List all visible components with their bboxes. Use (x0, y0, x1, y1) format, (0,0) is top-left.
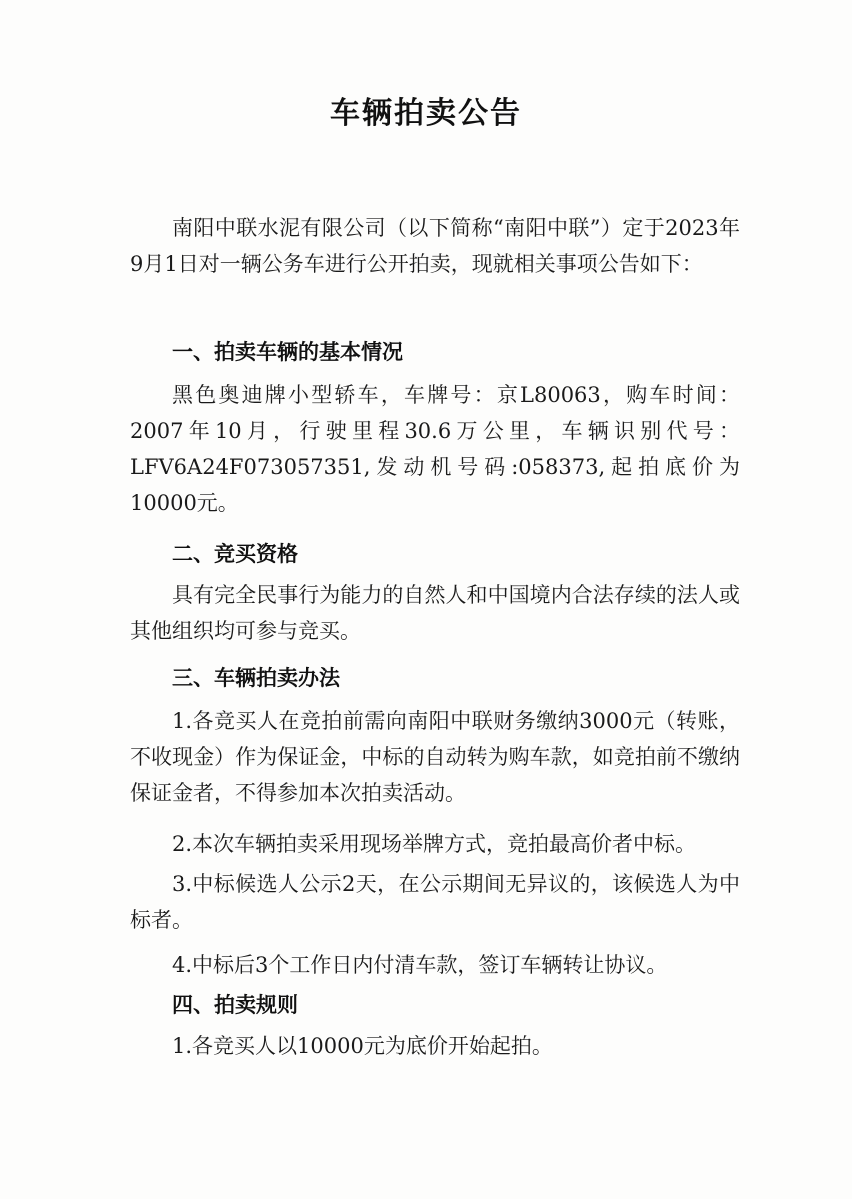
document-title: 车辆拍卖公告 (330, 96, 522, 131)
section-4-heading: 四、拍卖规则 (172, 993, 298, 1017)
intro-paragraph: 南阳中联水泥有限公司（以下简称“南阳中联”）定于2023年9月1日对一辆公务车进行公开拍卖，现就相关事项公告如下： (130, 216, 740, 276)
section-1-heading: 一、拍卖车辆的基本情况 (172, 340, 403, 364)
section-3-item-3: 3.中标候选人公示2天，在公示期间无异议的，该候选人为中标者。 (130, 872, 740, 932)
section-3-item-2: 2.本次车辆拍卖采用现场举牌方式，竞拍最高价者中标。 (172, 832, 697, 856)
section-3-item-4: 4.中标后3个工作日内付清车款，签订车辆转让协议。 (172, 953, 668, 977)
section-2-text: 具有完全民事行为能力的自然人和中国境内合法存续的法人或其他组织均可参与竞买。 (130, 583, 740, 643)
section-3-heading: 三、车辆拍卖办法 (172, 666, 340, 690)
section-2-heading: 二、竞买资格 (172, 542, 298, 566)
section-4-item-1: 1.各竞买人以10000元为底价开始起拍。 (172, 1034, 553, 1058)
section-1-text: 黑色奥迪牌小型轿车，车牌号：京L80063，购车时间：2007年10月，行驶里程30.6万公里，车辆识别代号：LFV6A24F073057351,发动机号码:058373,起拍底价为10000元。 (130, 383, 740, 515)
section-3-item-1: 1.各竞买人在竞拍前需向南阳中联财务缴纳3000元（转账，不收现金）作为保证金，中标的自动转为购车款，如竞拍前不缴纳保证金者，不得参加本次拍卖活动。 (130, 709, 740, 805)
